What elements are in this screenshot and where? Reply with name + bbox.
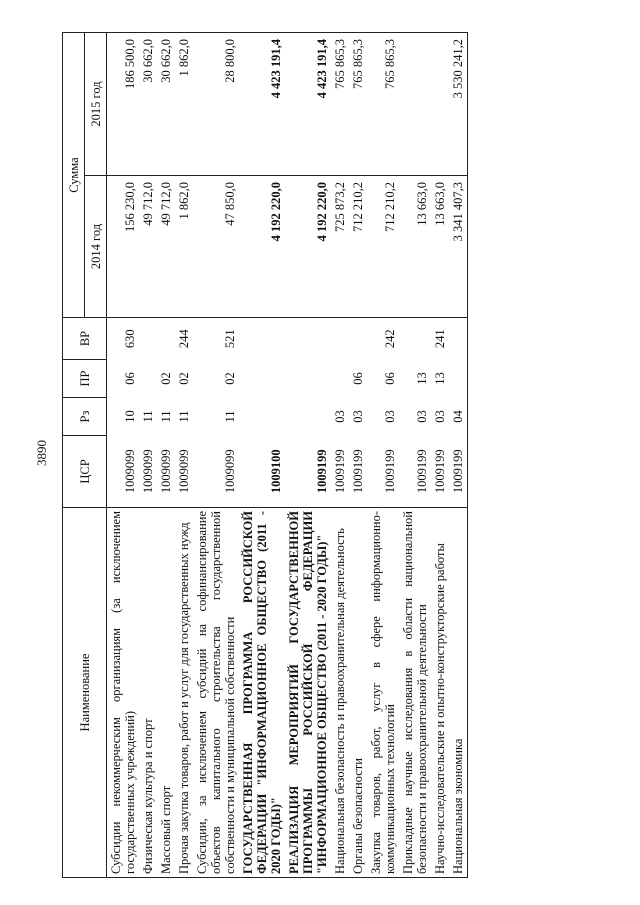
row-csr: 1009099 (193, 436, 239, 508)
row-csr: 1009199 (285, 436, 331, 508)
row-csr: 1009099 (139, 436, 157, 508)
row-csr: 1009099 (107, 436, 140, 508)
row-vr (331, 318, 349, 360)
table-row (139, 33, 157, 878)
table-row (175, 33, 193, 878)
table-row (349, 33, 367, 878)
row-csr: 1009199 (331, 436, 349, 508)
row-csr: 1009199 (399, 436, 431, 508)
row-pr: 06 (383, 372, 397, 385)
row-pr (449, 360, 468, 398)
header-rz: Рз (63, 398, 107, 436)
row-rz: 03 (351, 410, 365, 423)
row-sum-2015: 186 500,0 (107, 33, 140, 176)
row-sum-2015: 1 862,0 (175, 33, 193, 176)
row-sum-2014: 712 210,2 (367, 176, 399, 318)
row-csr: 1009099 (175, 436, 193, 508)
row-pr: 06 (123, 372, 137, 385)
row-vr: 521 (193, 318, 239, 360)
row-vr: 244 (175, 318, 193, 360)
row-sum-2014: 13 663,0 (399, 176, 431, 318)
row-vr (285, 318, 331, 360)
row-vr (349, 318, 367, 360)
row-vr: 630 (107, 318, 140, 360)
row-pr (239, 360, 285, 398)
row-csr: 1009199 (449, 436, 468, 508)
table-row (239, 33, 285, 878)
row-sum-2015: 765 865,3 (349, 33, 367, 176)
row-sum-2014: 3 341 407,3 (449, 176, 468, 318)
row-vr (449, 318, 468, 360)
header-vr: ВР (63, 318, 107, 360)
row-sum-2014: 725 873,2 (331, 176, 349, 318)
row-sum-2014: 13 663,0 (431, 176, 449, 318)
row-pr (331, 360, 349, 398)
row-name: Физическая культура и спорт (139, 508, 157, 878)
row-sum-2015: 765 865,3 (331, 33, 349, 176)
row-vr (157, 318, 175, 360)
row-vr: 242 (367, 318, 399, 360)
row-rz: 03 (383, 410, 397, 423)
row-name: Закупка товаров, работ, услуг в сфере информационно-коммуникационных технологий (367, 508, 399, 878)
row-name: Массовый спорт (157, 508, 175, 878)
row-pr: 02 (223, 372, 237, 385)
row-vr (139, 318, 157, 360)
header-pr: ПР (63, 360, 107, 398)
row-csr: 1009199 (349, 436, 367, 508)
row-rz: 03 (333, 410, 347, 423)
row-csr: 1009199 (431, 436, 449, 508)
row-pr (285, 360, 331, 398)
row-vr: 241 (431, 318, 449, 360)
table-row (367, 33, 399, 878)
row-name: Научно-исследовательские и опытно-конструкторские работы (431, 508, 449, 878)
table-row (399, 33, 431, 878)
row-rz (239, 398, 285, 436)
row-name: ГОСУДАРСТВЕННАЯ ПРОГРАММА РОССИЙСКОЙ ФЕДЕРАЦИИ "ИНФОРМАЦИОННОЕ ОБЩЕСТВО (2011 - 2020 ГОДЫ)" (239, 508, 285, 878)
row-sum-2015 (431, 33, 449, 176)
table-row (193, 33, 239, 878)
row-sum-2015 (399, 33, 431, 176)
table-row (285, 33, 331, 878)
row-name: Прикладные научные исследования в области национальной безопасности и правоохранительной деятельности (399, 508, 431, 878)
row-rz (285, 398, 331, 436)
header-name: Наименование (63, 508, 107, 878)
row-name: Прочая закупка товаров, работ и услуг для государственных нужд (175, 508, 193, 878)
row-sum-2014: 49 712,0 (157, 176, 175, 318)
row-csr: 1009099 (157, 436, 175, 508)
row-sum-2015: 765 865,3 (367, 33, 399, 176)
row-rz: 11 (141, 410, 155, 423)
row-pr: 13 (415, 372, 429, 385)
row-sum-2014: 4 192 220,0 (239, 176, 285, 318)
row-rz: 11 (177, 410, 191, 423)
header-csr: ЦСР (63, 436, 107, 508)
row-name: Национальная безопасность и правоохранительная деятельность (331, 508, 349, 878)
row-sum-2014: 47 850,0 (193, 176, 239, 318)
row-pr: 02 (177, 372, 191, 385)
row-sum-2015: 28 800,0 (193, 33, 239, 176)
row-pr: 13 (433, 372, 447, 385)
table-row (331, 33, 349, 878)
row-rz: 11 (223, 410, 237, 423)
row-sum-2014: 712 210,2 (349, 176, 367, 318)
table-row (107, 33, 140, 878)
header-sum: Сумма (63, 33, 85, 318)
rotated-table-container (62, 33, 607, 878)
row-pr: 02 (159, 372, 173, 385)
row-vr (399, 318, 431, 360)
row-sum-2015: 4 423 191,4 (239, 33, 285, 176)
row-pr: 06 (351, 372, 365, 385)
table-body (107, 33, 468, 878)
row-vr (239, 318, 285, 360)
row-sum-2015: 4 423 191,4 (285, 33, 331, 176)
row-sum-2014: 4 192 220,0 (285, 176, 331, 318)
row-sum-2015: 30 662,0 (139, 33, 157, 176)
row-sum-2014: 1 862,0 (175, 176, 193, 318)
row-sum-2015: 30 662,0 (157, 33, 175, 176)
row-name: РЕАЛИЗАЦИЯ МЕРОПРИЯТИЙ ГОСУДАРСТВЕННОЙ ПРОГРАММЫ РОССИЙСКОЙ ФЕДЕРАЦИИ "ИНФОРМАЦИОННОЕ ОБЩЕСТВО (2011 - 2020 ГОДЫ)" (285, 508, 331, 878)
table-row (157, 33, 175, 878)
row-rz: 03 (415, 410, 429, 423)
table-row (431, 33, 449, 878)
row-rz: 03 (433, 410, 447, 423)
row-sum-2014: 156 230,0 (107, 176, 140, 318)
row-csr: 1009100 (239, 436, 285, 508)
row-rz: 04 (449, 398, 468, 436)
row-name: Органы безопасности (349, 508, 367, 878)
row-sum-2014: 49 712,0 (139, 176, 157, 318)
row-name: Субсидии, за исключением субсидий на софинансирование объектов капитального строительства государственной собственности и муниципальной собственности (193, 508, 239, 878)
budget-table (62, 32, 468, 878)
row-pr (139, 360, 157, 398)
header-year-2014: 2014 год (85, 176, 107, 318)
row-sum-2015: 3 530 241,2 (449, 33, 468, 176)
table-row (449, 33, 468, 878)
row-csr: 1009199 (367, 436, 399, 508)
row-name: Национальная экономика (449, 508, 468, 878)
header-year-2015: 2015 год (85, 33, 107, 176)
row-name: Субсидии некоммерческим организациям (за исключением государственных учреждений) (107, 508, 140, 878)
row-rz: 10 (123, 410, 137, 423)
page-number: 3890 (34, 440, 49, 466)
row-rz: 11 (159, 410, 173, 423)
